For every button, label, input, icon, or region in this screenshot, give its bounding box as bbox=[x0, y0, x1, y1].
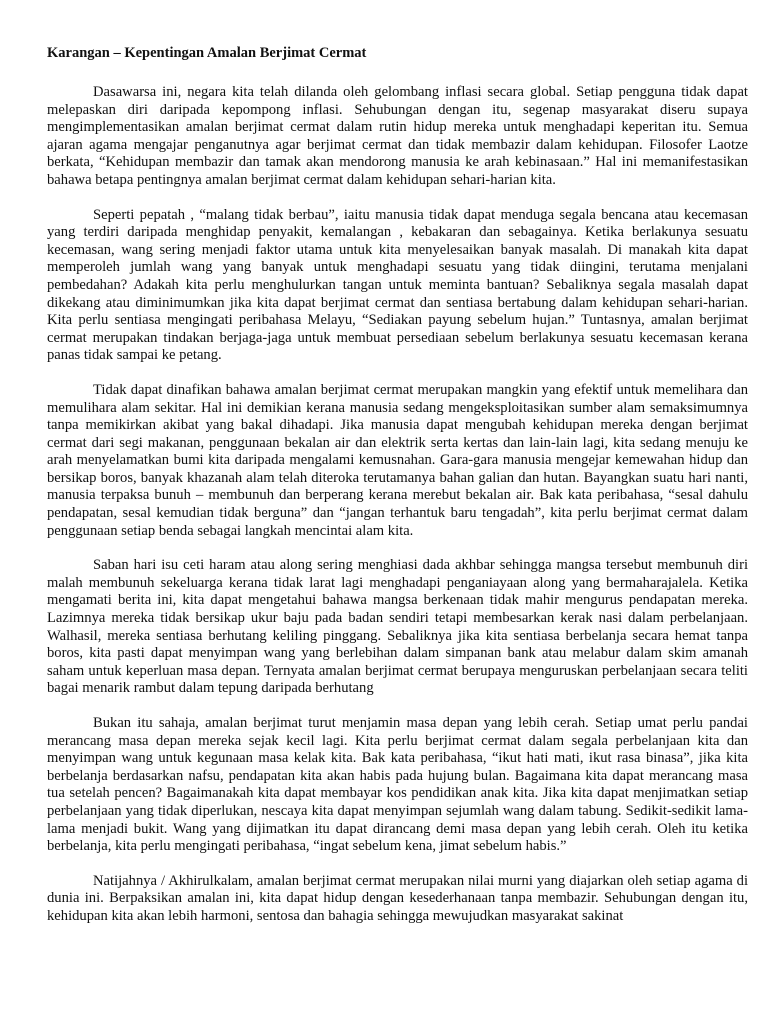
document-page bbox=[47, 44, 748, 943]
paragraph-6: Natijahnya / Akhirulkalam, amalan berjimat cermat merupakan nilai murni yang diajarkan oleh setiap agama di dunia ini. Berpaksikan amalan ini, kita dapat hidup dengan kesederhanaan tanpa membazir. Sehubungan dengan itu, kehidupan kita akan lebih harmoni, sentosa dan bahagia sehingga mewujudkan masyarakat sakinat bbox=[47, 872, 748, 924]
document-title: Karangan – Kepentingan Amalan Berjimat Cermat bbox=[47, 45, 367, 61]
paragraph-2: Seperti pepatah , “malang tidak berbau”, iaitu manusia tidak dapat menduga segala bencana atau kecemasan yang terdiri daripada menghidap penyakit, kemalangan , kebakaran dan sebagainya. Ketika berlakunya sesuatu kecemasan, wang sering menjadi faktor utama untuk kita menyelesaikan banyak masalah. Di manakah kita dapat memperoleh jumlah wang yang banyak untuk menghadapi sesuatu yang tidak diingini, terutama menjalani pembedahan? Adakah kita perlu menghulurkan tangan untuk meminta bantuan? Sebaliknya segala masalah dapat dikekang atau diminimumkan jika kita dapat berjimat cermat dan sentiasa bertabung dalam kehidupan sehari-harian. Kita perlu sentiasa mengingati peribahasa Melayu, “Sediakan payung sebelum hujan.” Tuntasnya, amalan berjimat cermat merupakan tindakan berjaga-jaga untuk membuat persediaan sebelum berlakunya sesuatu kecemasan kerana panas tidak sampai ke petang. bbox=[47, 206, 748, 364]
paragraph-1: Dasawarsa ini, negara kita telah dilanda oleh gelombang inflasi secara global. Setiap pengguna tidak dapat melepaskan diri daripada kepompong inflasi. Sehubungan dengan itu, segenap masyarakat diseru supaya mengimplementasikan amalan berjimat cermat dalam rutin hidup mereka untuk menghadapi keperitan itu. Semua ajaran agama mengajar penganutnya agar berjimat cermat dan tidak membazir dalam kehidupan. Filosofer Laotze berkata, “Kehidupan membazir dan tamak akan mendorong manusia ke arah kebinasaan.” Hal ini memanifestasikan bahawa betapa pentingnya amalan berjimat cermat dalam kehidupan sehari-harian kita. bbox=[47, 84, 748, 188]
paragraph-5: Bukan itu sahaja, amalan berjimat turut menjamin masa depan yang lebih cerah. Setiap umat perlu pandai merancang masa depan mereka sejak kecil lagi. Kita perlu berjimat cermat dalam segala perbelanjaan kita dan menyimpan wang untuk kegunaan masa kelak kita. Bak kata peribahasa, “ikut hati mati, ikut rasa binasa”, jika kita berbelanja berdasarkan nafsu, pendapatan kita akan habis pada hujung bulan. Bagaimana kita dapat merancang masa tua setelah pencen? Bagaimanakah kita dapat membayar kos pendidikan anak kita. Jika kita dapat menjimatkan setiap perbelanjaan yang tidak diperlukan, nescaya kita dapat menyimpan sejumlah wang dalam tabung. Sedikit-sedikit lama-lama menjadi bukit. Wang yang dijimatkan itu dapat dirancang demi masa depan yang lebih cerah. Oleh itu ketika berbelanja, kita perlu mengingati peribahasa, “ingat sebelum kena, jimat sebelum habis.” bbox=[47, 715, 748, 855]
paragraph-3: Tidak dapat dinafikan bahawa amalan berjimat cermat merupakan mangkin yang efektif untuk memelihara dan memulihara alam sekitar. Hal ini demikian kerana manusia sedang mengeksploitasikan sumber alam semaksimumnya tanpa memikirkan akibat yang bakal dihadapi. Jika manusia dapat mengubah kehidupan mereka dengan berjimat cermat dari segi makanan, penggunaan bekalan air dan elektrik serta kertas dan lain-lain lagi, kita sedang menuju ke arah menyelamatkan bumi kita daripada mengalami kemusnahan. Gara-gara manusia mengejar kemewahan hidup dan bersikap boros, banyak khazanah alam telah diteroka terutamanya bahan galian dan hutan. Bayangkan suatu hari nanti, manusia terpaksa bunuh – membunuh dan berperang kerana merebut bekalan air. Bak kata peribahasa, “sesal dahulu pendapatan, sesal kemudian tidak berguna” dan “jangan terhantuk baru tengadah”, kita perlu berjimat cermat dalam penggunaan setiap benda sebagai langkah mencintai alam kita. bbox=[47, 381, 748, 539]
paragraph-4: Saban hari isu ceti haram atau along sering menghiasi dada akhbar sehingga mangsa tersebut membunuh diri malah membunuh sekeluarga kerana tidak larat lagi menghadapi penganiayaan along yang bermaharajalela. Ketika mengamati berita ini, kita dapat mengetahui bahawa mangsa berkenaan tidak mahir mengurus pendapatan mereka. Lazimnya mereka tidak bersikap ukur baju pada badan sendiri tetapi membesarkan kerak nasi dalam perbelanjaan. Walhasil, mereka sentiasa berhutang keliling pinggang. Sebaliknya jika kita sentiasa berbelanja secara hemat tanpa boros, kita pasti dapat menyimpan wang yang berlebihan dalam simpanan bank atau melabur dalam skim amanah saham untuk keperluan masa depan. Ternyata amalan berjimat cermat berupaya menguruskan perbelanjaan secara teliti bagai menarik rambut dalam tepung daripada berhutang bbox=[47, 557, 748, 697]
